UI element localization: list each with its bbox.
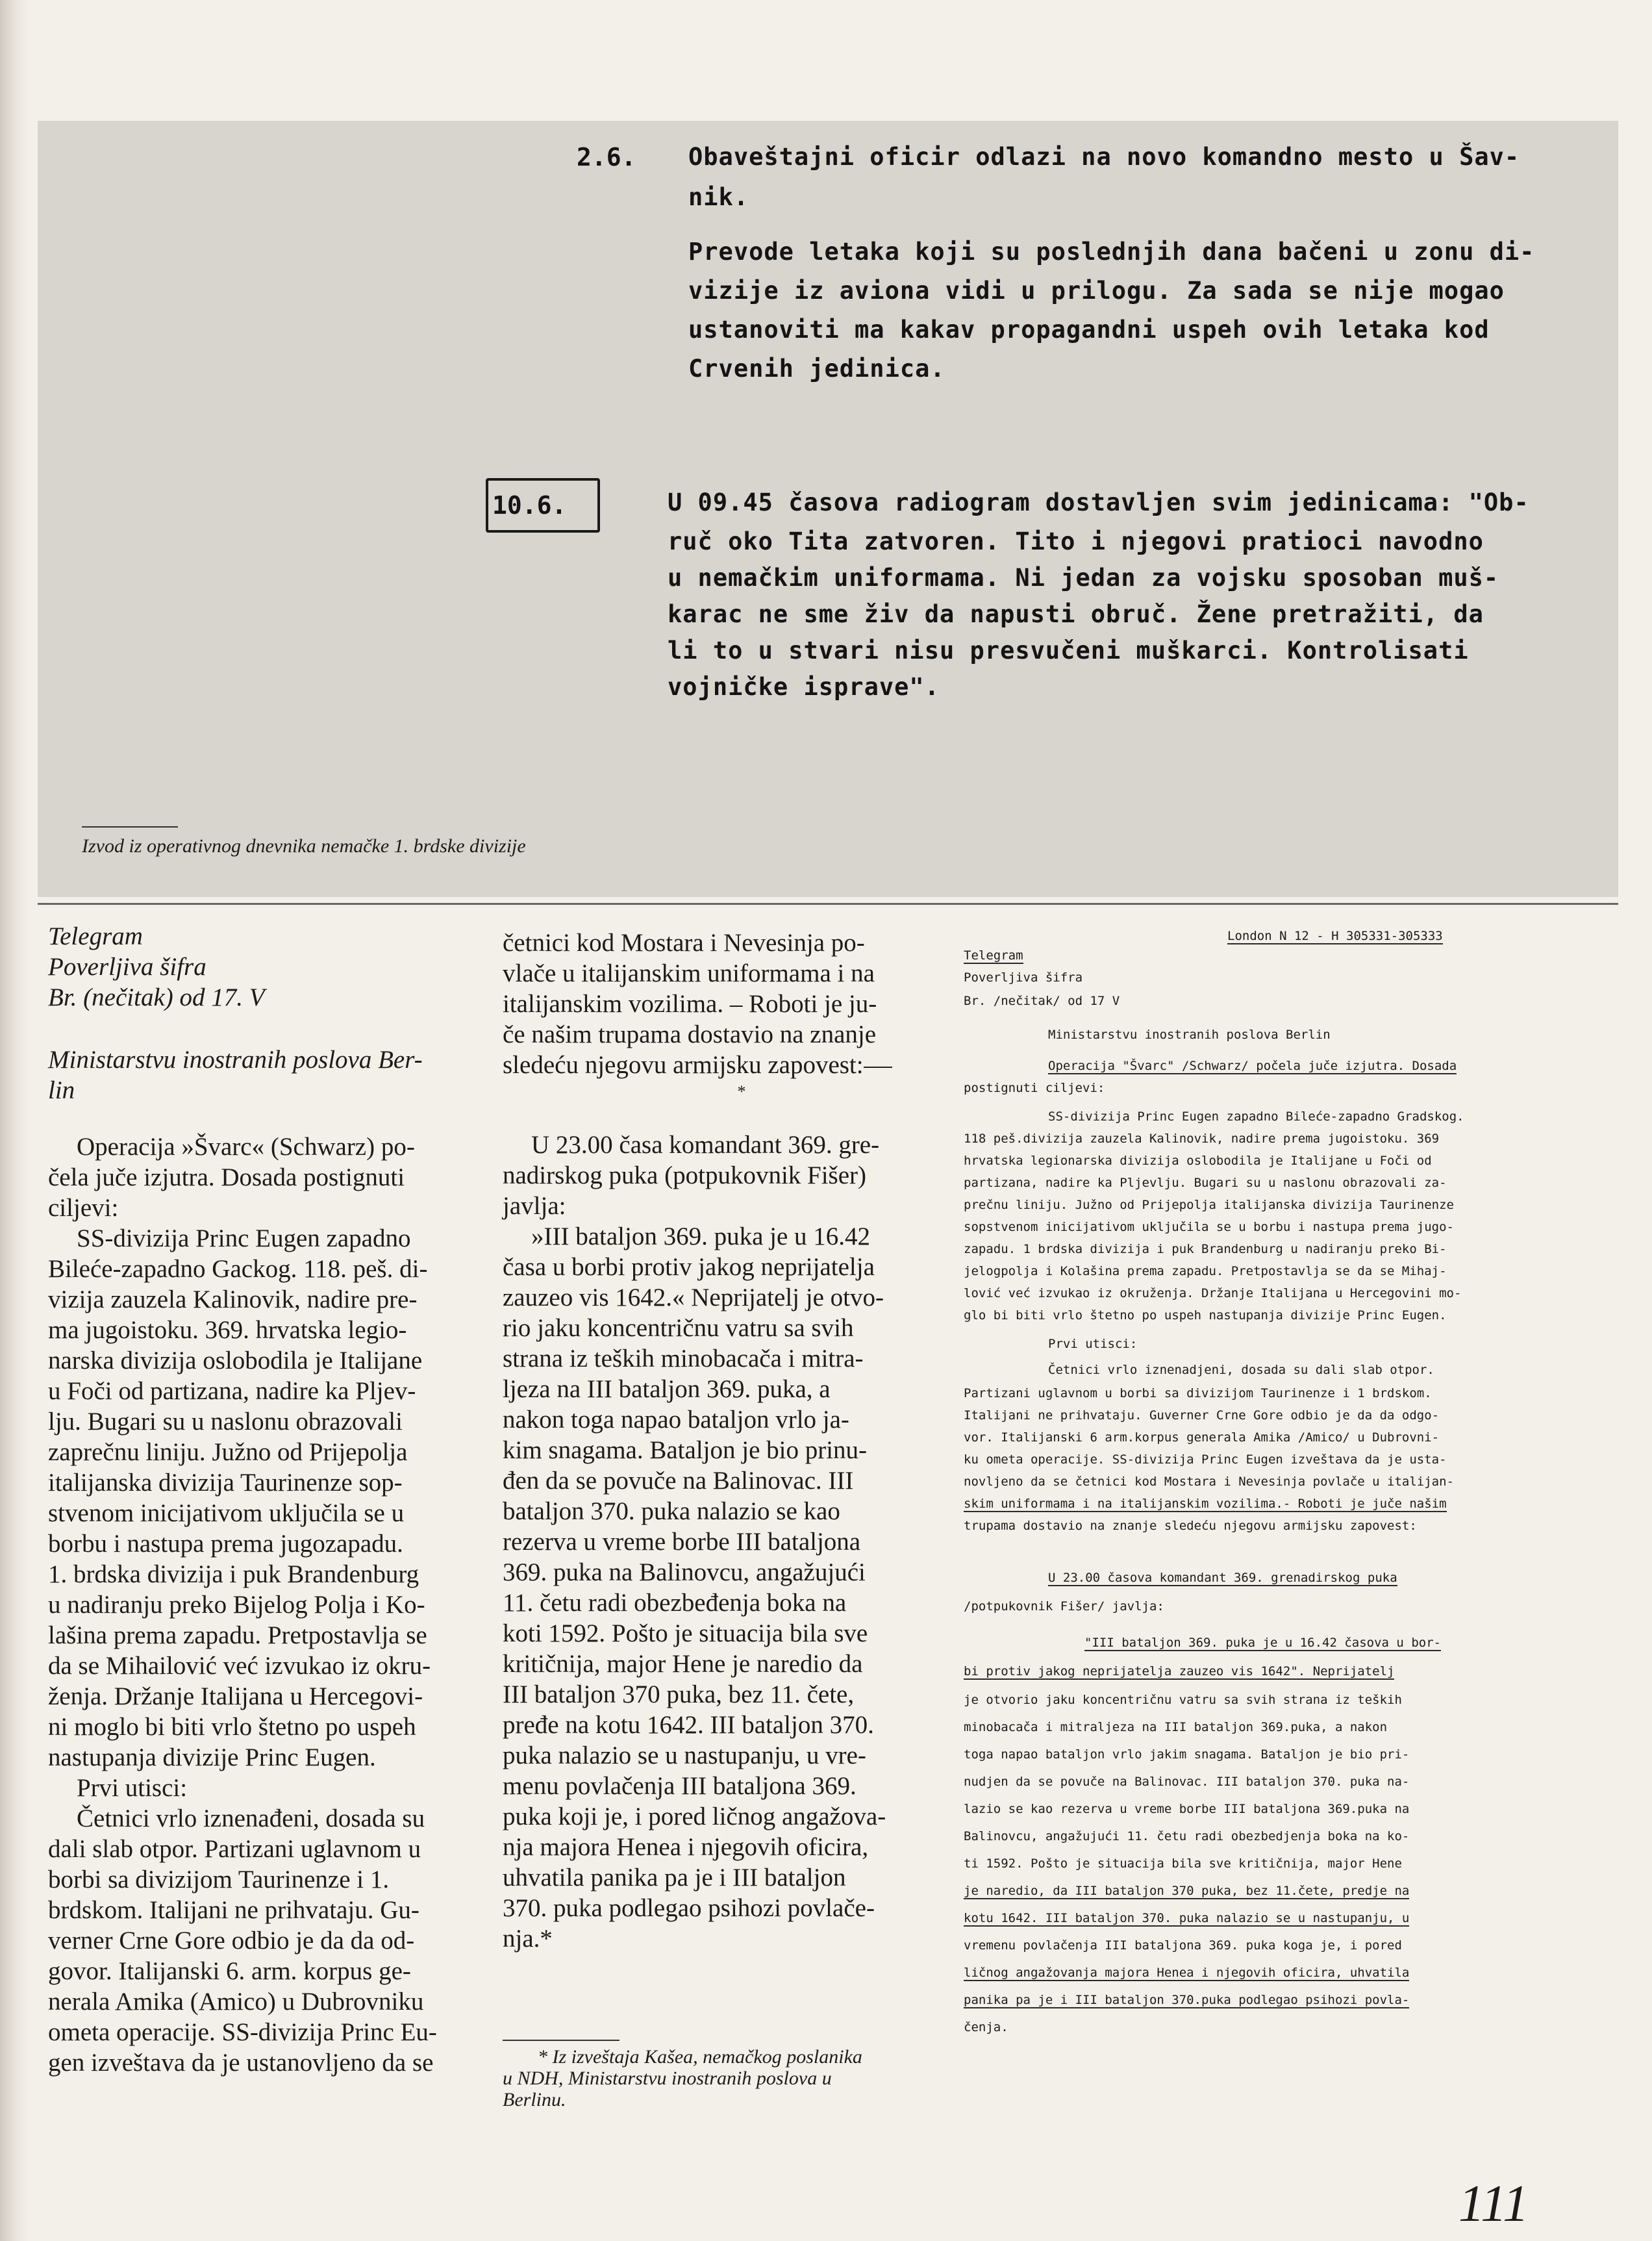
section-divider: [38, 903, 1618, 905]
paragraph-line: verner Crne Gore odbio je da da od-: [48, 1927, 415, 1955]
paragraph-line: lju. Bugari su u naslonu obrazovali: [48, 1408, 403, 1436]
diary-entry-2-line: karac ne sme živ da napusti obruč. Žene pretražiti, da: [668, 600, 1484, 628]
paragraph-line: 370. puka podlegao psihozi povlače-: [503, 1894, 875, 1922]
footnote-line: u NDH, Ministarstvu inostranih poslova u: [503, 2068, 832, 2089]
paragraph-line: [503, 1050, 942, 1080]
paragraph-line: časa u borbi protiv jakog neprijatelja: [503, 1253, 875, 1281]
paragraph-text: sledeću njegovu armijsku zapovest:: [503, 1051, 864, 1079]
book-spine-shadow: [0, 0, 29, 2241]
telegram-heading-line: Br. (nečitak) od 17. V: [48, 983, 265, 1011]
telegram-line: čenja.: [964, 2020, 1008, 2034]
paragraph-line: bataljon 370. puka nalazio se kao: [503, 1497, 840, 1525]
telegram-line: novljeno da se četnici kod Mostara i Nevesinja povlače u italijan-: [964, 1475, 1454, 1489]
footnote: [503, 2046, 942, 2110]
diary-entry-date-2: 10.6.: [486, 478, 600, 533]
diary-entry-2-line: u nemačkim uniformama. Ni jedan za vojsku sposoban muš-: [668, 564, 1499, 592]
telegram-line: SS-divizija Princ Eugen zapadno Bileće-zapadno Gradskog.: [1048, 1109, 1464, 1124]
paragraph-line: zauzeo vis 1642.« Neprijatelj je otvo-: [503, 1284, 884, 1311]
section-star: *: [737, 1082, 746, 1101]
paragraph-line: Prvi utisci:: [77, 1774, 188, 1802]
paragraph-line: ometa operacije. SS-divizija Princ Eu-: [48, 2018, 437, 2046]
telegram-line: prečnu liniju. Južno od Prijepolja italijanska divizija Taurinenze: [964, 1198, 1454, 1212]
paragraph-line: koti 1592. Pošto je situacija bila sve: [503, 1619, 868, 1647]
paragraph-line: u nadiranju preko Bijelog Polja i Ko-: [48, 1591, 425, 1619]
paragraph-line: III bataljon 370 puka, bez 11. čete,: [503, 1680, 855, 1708]
paragraph-line: javlja:: [503, 1192, 566, 1220]
telegram-addressee: Ministarstvu inostranih poslova Berlin: [1048, 1028, 1331, 1042]
telegram-line: toga napao bataljon vrlo jakim snagama. Bataljon je bio pri-: [964, 1747, 1410, 1762]
telegram-line: "III bataljon 369. puka je u 16.42 časova u bor-: [1084, 1636, 1442, 1650]
paragraph-line: Četnici vrlo iznenađeni, dosada su: [77, 1804, 425, 1832]
telegram-line: hrvatska legionarska divizija oslobodila je Italijane u Foči od: [964, 1154, 1432, 1168]
paragraph-line: zaprečnu liniju. Južno od Prijepolja: [48, 1438, 408, 1466]
telegram-line: zapadu. 1 brdska divizija i puk Brandenburg u nadiranju preko Bi-: [964, 1242, 1447, 1256]
telegram-line: ličnog angažovanja majora Henea i njegovih oficira, uhvatila: [964, 1966, 1410, 1980]
paragraph-line: kritičnija, major Hene je naredio da: [503, 1650, 863, 1678]
telegram-line: je otvorio jaku koncentričnu vatru sa svih strana iz teških: [964, 1693, 1402, 1707]
paragraph-line: 369. puka na Balinovcu, angažujući: [503, 1558, 866, 1586]
paragraph-line: ljeza na III bataljon 369. puka, a: [503, 1375, 831, 1403]
telegram-line: glo bi biti vrlo štetno po uspeh nastupanja divizije Princ Eugen.: [964, 1308, 1447, 1323]
paragraph-line: puka nalazio se u nastupanju, u vre-: [503, 1741, 866, 1769]
telegram-line: trupama dostavio na znanje sledeću njegovu armijsku zapovest:: [964, 1519, 1417, 1533]
paragraph-line: italijanskim vozilima. – Roboti je ju-: [503, 990, 877, 1018]
telegram-line: ku ometa operacije. SS-divizija Princ Eugen izveštava da je usta-: [964, 1452, 1447, 1467]
paragraph-line: strana iz teških minobacača i mitra-: [503, 1345, 864, 1373]
paragraph-line: nja.*: [503, 1925, 553, 1953]
paragraph-line: ženja. Držanje Italijana u Hercegovi-: [48, 1682, 423, 1710]
addressee-line: Ministarstvu inostranih poslova Ber-: [48, 1046, 423, 1074]
paragraph-line: četnici kod Mostara i Nevesinja po-: [503, 929, 865, 957]
telegram-line: nudjen da se povuče na Balinovac. III bataljon 370. puka na-: [964, 1775, 1410, 1789]
telegram-line: ti 1592. Pošto je situacija bila sve kritičnija, major Hene: [964, 1856, 1402, 1871]
telegram-classification: Poverljiva šifra: [964, 970, 1083, 985]
diary-entry-1-line: nik.: [688, 183, 749, 211]
facsimile-caption: Izvod iz operativnog dnevnika nemačke 1. brdske divizije: [82, 835, 526, 857]
paragraph-line: puka koji je, i pored ličnog angažova-: [503, 1803, 886, 1830]
paragraph-line: gen izveštava da je ustanovljeno da se: [48, 2049, 434, 2077]
paragraph-line: nadirskog puka (potpukovnik Fišer): [503, 1161, 867, 1189]
paragraph-line: rio jaku koncentričnu vatru sa svih: [503, 1314, 854, 1342]
telegram-line: U 23.00 časova komandant 369. grenadirskog puka: [1048, 1571, 1397, 1585]
addressee-line: lin: [48, 1076, 75, 1104]
paragraph-line: pređe na kotu 1642. III bataljon 370.: [503, 1711, 874, 1739]
diary-entry-1-line: Obaveštajni oficir odlazi na novo komandno mesto u Šav-: [688, 143, 1520, 171]
telegram-line: /potpukovnik Fišer/ javlja:: [964, 1599, 1164, 1614]
diary-entry-1-line: vizije iz aviona vidi u prilogu. Za sada se nije mogao: [688, 277, 1505, 305]
caption-rule: [82, 826, 178, 828]
paragraph-line: ni moglo bi biti vrlo štetno po uspeh: [48, 1713, 416, 1741]
diary-entry-1-line: Prevode letaka koji su poslednjih dana bačeni u zonu di-: [688, 238, 1535, 266]
text-column-1: [48, 921, 473, 2078]
paragraph-line: čela juče izjutra. Dosada postignuti: [48, 1163, 405, 1191]
page-number: 111: [1458, 2175, 1529, 2233]
paragraph-line: 11. četu radi obezbeđenja boka na: [503, 1589, 847, 1617]
telegram-line: postignuti ciljevi:: [964, 1081, 1105, 1095]
paragraph-line: menu povlačenja III bataljona 369.: [503, 1772, 857, 1800]
paragraph-line: borbu i nastupa prema jugozapadu.: [48, 1530, 403, 1558]
telegram-line: lazio se kao rezerva u vreme borbe III bataljona 369.puka na: [964, 1802, 1410, 1816]
telegram-line: 118 peš.divizija zauzela Kalinovik, nadire prema jugoistoku. 369: [964, 1132, 1440, 1146]
telegram-line: Prvi utisci:: [1048, 1337, 1138, 1351]
paragraph-line: brdskom. Italijani ne prihvataju. Gu-: [48, 1896, 419, 1924]
telegram-line: minobacača i mitraljeza na III bataljon 369.puka, a nakon: [964, 1720, 1388, 1734]
diary-entry-1-line: Crvenih jedinica.: [688, 355, 945, 383]
paragraph-line: u Foči od partizana, nadire ka Pljev-: [48, 1377, 416, 1405]
telegram-line: bi protiv jakog neprijatelja zauzeo vis 1642". Neprijatelj: [964, 1664, 1395, 1678]
paragraph-line: lašina prema zapadu. Pretpostavlja se: [48, 1621, 427, 1649]
telegram-number: Br. /nečitak/ od 17 V: [964, 994, 1120, 1008]
diary-entry-date-1: 2.6.: [577, 143, 636, 171]
telegram-line: Operacija "Švarc" /Schwarz/ počela juče izjutra. Dosada: [1048, 1059, 1457, 1073]
telegram-line: vor. Italijanski 6 arm.korpus generala Amika /Amico/ u Dubrovni-: [964, 1430, 1440, 1445]
telegram-title: Telegram: [964, 948, 1023, 963]
paragraph-line: govor. Italijanski 6. arm. korpus ge-: [48, 1957, 411, 1985]
telegram-line: jelogpolja i Kolašina prema zapadu. Pretpostavlja se da se Mihaj-: [964, 1264, 1447, 1278]
paragraph-line: če našim trupama dostavio na znanje: [503, 1020, 877, 1048]
paragraph-line: nerala Amika (Amico) u Dubrovniku: [48, 1988, 424, 2016]
footnote-rule: [503, 2040, 620, 2041]
diary-entry-2-line: vojničke isprave".: [668, 673, 940, 701]
paragraph-line: uhvatila panika pa je i III bataljon: [503, 1864, 846, 1892]
paragraph-line: dali slab otpor. Partizani uglavnom u: [48, 1835, 421, 1863]
paragraph-line: SS-divizija Princ Eugen zapadno: [77, 1224, 411, 1252]
diary-entry-2-line: U 09.45 časova radiogram dostavljen svim jedinicama: "Ob-: [668, 488, 1529, 516]
paragraph-line: vizija zauzela Kalinovik, nadire pre-: [48, 1285, 418, 1313]
telegram-facsimile: [958, 921, 1614, 2129]
telegram-line: kotu 1642. III bataljon 370. puka nalazio se u nastupanju, u: [964, 1911, 1410, 1925]
paragraph-line: nja majora Henea i njegovih oficira,: [503, 1833, 869, 1861]
telegram-line: Italijani ne prihvataju. Guverner Crne Gore odbio je da da odgo-: [964, 1408, 1440, 1423]
text-column-2: [503, 928, 942, 1954]
telegram-heading-line: Poverljiva šifra: [48, 953, 206, 981]
telegram-line: lović već izvukao iz okruženja. Držanje Italijana u Hercegovini mo-: [964, 1286, 1462, 1300]
telegram-line: Četnici vrlo iznenadjeni, dosada su dali slab otpor.: [1048, 1363, 1434, 1377]
paragraph-line: nakon toga napao bataljon vrlo ja-: [503, 1406, 849, 1434]
footnote-line: Berlinu.: [503, 2089, 566, 2110]
telegram-line: sopstvenom inicijativom uključila se u borbu i nastupa prema jugo-: [964, 1220, 1454, 1234]
telegram-line: partizana, nadire ka Pljevlju. Bugari su u naslonu obrazovali za-: [964, 1176, 1447, 1190]
footnote-line: * Iz izveštaja Kašea, nemačkog poslanika: [538, 2046, 862, 2068]
telegram-line: je naredio, da III bataljon 370 puka, bez 11.čete, predje na: [964, 1884, 1410, 1898]
telegram-heading-line: Telegram: [48, 922, 143, 950]
paragraph-line: da se Mihailović već izvukao iz okru-: [48, 1652, 431, 1680]
archive-reference: London N 12 - H 305331-305333: [1227, 929, 1443, 943]
paragraph-line: ciljevi:: [48, 1194, 119, 1222]
telegram-line: Balinovcu, angažujući 11. četu radi obezbedjenja boka na ko-: [964, 1829, 1410, 1843]
paragraph-line: ma jugoistoku. 369. hrvatska legio-: [48, 1316, 407, 1344]
paragraph-line: stvenom inicijativom uključila se u: [48, 1499, 405, 1527]
telegram-line: vremenu povlačenja III bataljona 369. puka koga je, i pored: [964, 1938, 1402, 1953]
end-dash: [864, 1067, 892, 1068]
paragraph-line: Bileće-zapadno Gackog. 118. peš. di-: [48, 1255, 428, 1283]
diary-entry-2-line: li to u stvari nisu presvučeni muškarci. Kontrolisati: [668, 637, 1469, 665]
paragraph-line: italijanska divizija Taurinenze sop-: [48, 1469, 403, 1497]
paragraph-line: kim snagama. Bataljon je bio prinu-: [503, 1436, 868, 1464]
paragraph-line: nastupanja divizije Princ Eugen.: [48, 1743, 376, 1771]
paragraph-line: borbi sa divizijom Taurinenze i 1.: [48, 1866, 390, 1893]
diary-entry-1-line: ustanoviti ma kakav propagandni uspeh ovih letaka kod: [688, 316, 1490, 344]
paragraph-line: 1. brdska divizija i puk Brandenburg: [48, 1560, 419, 1588]
paragraph-line: U 23.00 časa komandant 369. gre-: [531, 1131, 880, 1159]
telegram-line: panika pa je i III bataljon 370.puka podlegao psihozi povla-: [964, 1993, 1410, 2007]
paragraph-line: đen da se povuče na Balinovac. III: [503, 1467, 854, 1495]
paragraph-line: narska divizija oslobodila je Italijane: [48, 1347, 423, 1374]
diary-entry-2-line: ruč oko Tita zatvoren. Tito i njegovi pratioci navodno: [668, 527, 1484, 555]
paragraph-line: vlače u italijanskim uniformama i na: [503, 959, 875, 987]
paragraph-line: »III bataljon 369. puka je u 16.42: [531, 1222, 871, 1250]
paragraph-line: rezerva u vreme borbe III bataljona: [503, 1528, 861, 1556]
telegram-line: skim uniformama i na italijanskim vozilima.- Roboti je juče našim: [964, 1497, 1447, 1511]
paragraph-line: Operacija »Švarc« (Schwarz) po-: [77, 1133, 415, 1161]
telegram-line: Partizani uglavnom u borbi sa divizijom Taurinenze i 1 brdskom.: [964, 1386, 1432, 1400]
